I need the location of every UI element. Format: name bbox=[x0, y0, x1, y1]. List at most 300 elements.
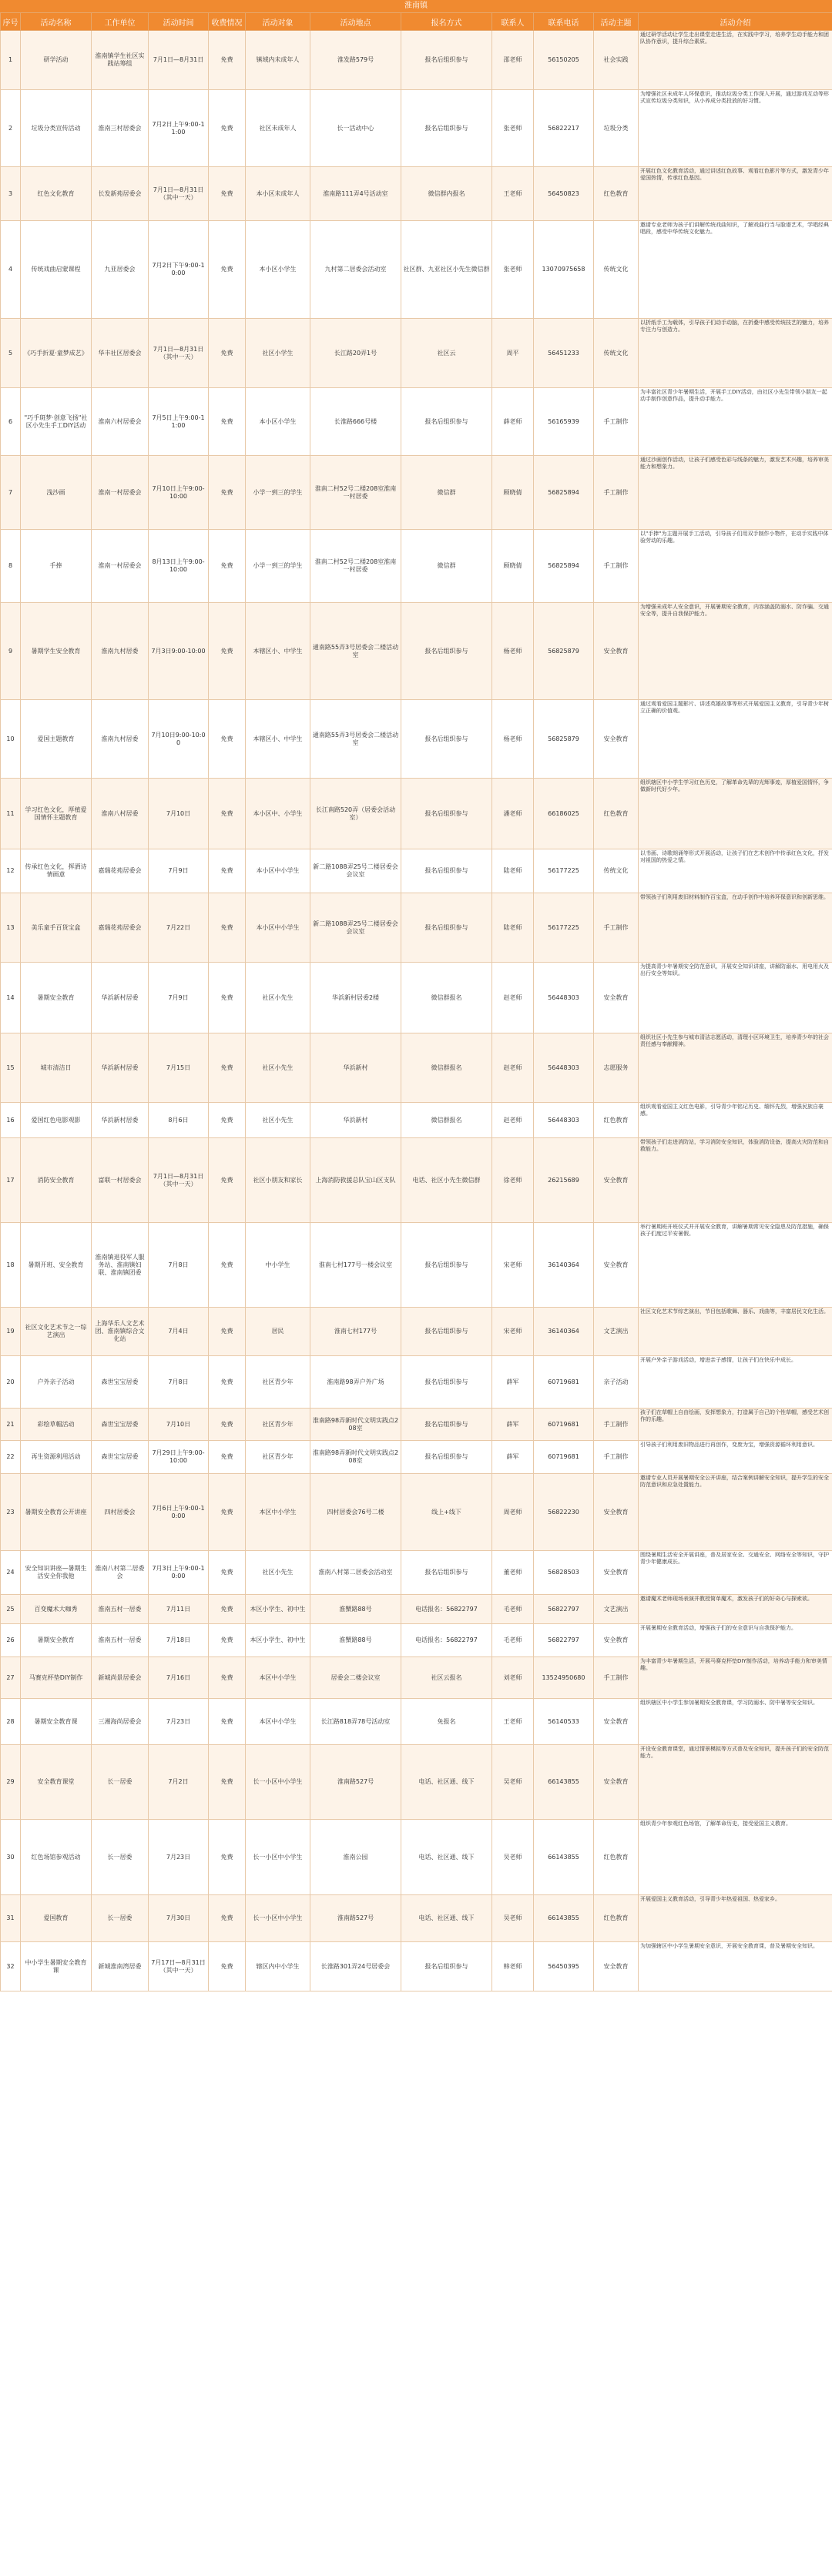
cell-time: 7月9日 bbox=[149, 849, 209, 893]
cell-no: 32 bbox=[1, 1942, 21, 1991]
cell-time: 7月3日9:00-10:00 bbox=[149, 603, 209, 700]
cell-phone: 36140364 bbox=[534, 1308, 594, 1356]
cell-name: 马赛克杯垫DIY制作 bbox=[21, 1657, 92, 1699]
cell-time: 7月1日—8月31日（其中一天） bbox=[149, 167, 209, 221]
cell-fee: 免费 bbox=[209, 603, 246, 700]
cell-no: 19 bbox=[1, 1308, 21, 1356]
cell-theme: 安全教育 bbox=[594, 1624, 639, 1657]
cell-signup: 报名后组织参与 bbox=[401, 31, 492, 90]
cell-theme: 手工制作 bbox=[594, 1409, 639, 1441]
cell-phone: 56450823 bbox=[534, 167, 594, 221]
cell-time: 7月18日 bbox=[149, 1624, 209, 1657]
header-time: 活动时间 bbox=[149, 13, 209, 31]
cell-no: 14 bbox=[1, 963, 21, 1033]
cell-contact: 薛老师 bbox=[492, 388, 534, 456]
cell-intro: 为增强未成年人安全意识，开展暑期安全教育，内容涵盖防溺水、防诈骗、交通安全等，提升自我保护能力。 bbox=[639, 603, 832, 700]
table-row bbox=[1, 1474, 832, 1551]
cell-signup: 电话、社区通、线下 bbox=[401, 1745, 492, 1820]
cell-unit: 淮南八村居委 bbox=[92, 779, 149, 849]
cell-time: 7月4日 bbox=[149, 1308, 209, 1356]
cell-phone: 56448303 bbox=[534, 1103, 594, 1138]
cell-unit: 华浜新村居委 bbox=[92, 1033, 149, 1103]
cell-intro: 邀请专业人员开展暑期安全公开讲座，结合案例讲解安全知识，提升学生的安全防范意识和应急处置能力。 bbox=[639, 1474, 832, 1551]
cell-place: 淮南公园 bbox=[310, 1820, 401, 1895]
cell-place: 淮发路579号 bbox=[310, 31, 401, 90]
table-row bbox=[1, 1551, 832, 1595]
cell-intro: 围绕暑期生活安全开展讲座，普及居家安全、交通安全、网络安全等知识，守护青少年健康成长。 bbox=[639, 1551, 832, 1595]
cell-target: 长一小区中小学生 bbox=[246, 1745, 310, 1820]
cell-intro: 开展红色文化教育活动，通过讲述红色故事、观看红色影片等方式，激发青少年爱国热情，传承红色基因。 bbox=[639, 167, 832, 221]
cell-signup: 报名后组织参与 bbox=[401, 1409, 492, 1441]
cell-signup: 微信群报名 bbox=[401, 963, 492, 1033]
cell-place: 华浜新村居委2楼 bbox=[310, 963, 401, 1033]
cell-intro: 通过观看爱国主题影片、讲述英雄故事等形式开展爱国主义教育，引导青少年树立正确的价值观。 bbox=[639, 700, 832, 779]
cell-time: 7月17日—8月31日（其中一天） bbox=[149, 1942, 209, 1991]
table-row bbox=[1, 221, 832, 319]
header-intro: 活动介绍 bbox=[639, 13, 832, 31]
cell-unit: 淮南九村居委 bbox=[92, 700, 149, 779]
cell-place: 淮南路111弄4号活动室 bbox=[310, 167, 401, 221]
cell-contact: 吴老师 bbox=[492, 1820, 534, 1895]
cell-fee: 免费 bbox=[209, 1441, 246, 1474]
cell-unit: 新城尚景居委会 bbox=[92, 1657, 149, 1699]
cell-fee: 免费 bbox=[209, 963, 246, 1033]
cell-phone: 56140533 bbox=[534, 1699, 594, 1745]
cell-target: 小学一到三的学生 bbox=[246, 530, 310, 603]
cell-target: 社区青少年 bbox=[246, 1356, 310, 1409]
cell-signup: 社区云 bbox=[401, 319, 492, 388]
cell-no: 12 bbox=[1, 849, 21, 893]
cell-unit: 富联一村居委会 bbox=[92, 1138, 149, 1223]
cell-time: 7月2日下午9:00-10:00 bbox=[149, 221, 209, 319]
cell-time: 7月22日 bbox=[149, 893, 209, 963]
cell-contact: 毛老师 bbox=[492, 1624, 534, 1657]
cell-fee: 免费 bbox=[209, 530, 246, 603]
cell-contact: 薛军 bbox=[492, 1441, 534, 1474]
cell-name: 百变魔术大咖秀 bbox=[21, 1595, 92, 1624]
cell-place: 长淮路301弄24号居委会 bbox=[310, 1942, 401, 1991]
cell-signup: 电话、社区小先生微信群 bbox=[401, 1138, 492, 1223]
cell-phone: 56825894 bbox=[534, 530, 594, 603]
cell-time: 7月1日—8月31日（其中一天） bbox=[149, 1138, 209, 1223]
activity-table bbox=[0, 12, 832, 1991]
cell-intro: 组织辖区中小学生参加暑期安全教育课，学习防溺水、防中暑等安全知识。 bbox=[639, 1699, 832, 1745]
cell-time: 7月2日 bbox=[149, 1745, 209, 1820]
cell-no: 16 bbox=[1, 1103, 21, 1138]
cell-signup: 电话报名：56822797 bbox=[401, 1624, 492, 1657]
cell-name: 传统戏曲启蒙课程 bbox=[21, 221, 92, 319]
cell-time: 8月6日 bbox=[149, 1103, 209, 1138]
cell-contact: 陆老师 bbox=[492, 849, 534, 893]
cell-contact: 杨老师 bbox=[492, 700, 534, 779]
cell-intro: 邀请魔术老师现场表演并教授简单魔术，激发孩子们的好奇心与探索欲。 bbox=[639, 1595, 832, 1624]
cell-signup: 微信群 bbox=[401, 530, 492, 603]
cell-phone: 56825894 bbox=[534, 456, 594, 530]
cell-unit: 淮南六村居委会 bbox=[92, 388, 149, 456]
cell-intro: 引导孩子们利用废旧物品进行再创作，变废为宝，增强资源循环利用意识。 bbox=[639, 1441, 832, 1474]
table-row bbox=[1, 1033, 832, 1103]
cell-fee: 免费 bbox=[209, 1895, 246, 1942]
cell-target: 社区青少年 bbox=[246, 1441, 310, 1474]
cell-name: 暑期开班、安全教育 bbox=[21, 1223, 92, 1308]
table-row bbox=[1, 603, 832, 700]
cell-time: 7月10日9:00-10:00 bbox=[149, 700, 209, 779]
cell-theme: 安全教育 bbox=[594, 1745, 639, 1820]
cell-intro: 以折纸手工为载体，引导孩子们动手动脑，在折叠中感受传统技艺的魅力，培养专注力与创造力。 bbox=[639, 319, 832, 388]
table-row bbox=[1, 1942, 832, 1991]
cell-contact: 薛军 bbox=[492, 1409, 534, 1441]
cell-intro: 以"手捧"为主题开展手工活动，引导孩子们用双手制作小物件，在动手实践中体验劳动的乐趣。 bbox=[639, 530, 832, 603]
cell-name: 美乐童手百货宝盒 bbox=[21, 893, 92, 963]
cell-theme: 红色教育 bbox=[594, 167, 639, 221]
cell-contact: 邵老师 bbox=[492, 31, 534, 90]
cell-phone: 56828503 bbox=[534, 1551, 594, 1595]
cell-intro: 组织社区小先生参与城市清洁志愿活动，清理小区环境卫生，培养青少年的社会责任感与奉献精神。 bbox=[639, 1033, 832, 1103]
header-name: 活动名称 bbox=[21, 13, 92, 31]
table-row bbox=[1, 1103, 832, 1138]
cell-time: 7月10日 bbox=[149, 779, 209, 849]
cell-phone: 56825879 bbox=[534, 700, 594, 779]
cell-signup: 微信群报名 bbox=[401, 1033, 492, 1103]
cell-unit: 淮南九村居委 bbox=[92, 603, 149, 700]
table-row bbox=[1, 167, 832, 221]
cell-unit: 长发新苑居委会 bbox=[92, 167, 149, 221]
table-row bbox=[1, 530, 832, 603]
cell-theme: 传统文化 bbox=[594, 849, 639, 893]
cell-intro: 举行暑期班开班仪式并开展安全教育，讲解暑期常见安全隐患及防范措施，确保孩子们度过平安暑假。 bbox=[639, 1223, 832, 1308]
table-row bbox=[1, 700, 832, 779]
cell-target: 本小区中、小学生 bbox=[246, 779, 310, 849]
cell-name: 暑期学生安全教育 bbox=[21, 603, 92, 700]
cell-phone: 13070975658 bbox=[534, 221, 594, 319]
cell-phone: 56822797 bbox=[534, 1624, 594, 1657]
cell-target: 镇域内未成年人 bbox=[246, 31, 310, 90]
cell-contact: 顾晓倩 bbox=[492, 456, 534, 530]
cell-theme: 亲子活动 bbox=[594, 1356, 639, 1409]
cell-signup: 电话、社区通、线下 bbox=[401, 1895, 492, 1942]
cell-no: 27 bbox=[1, 1657, 21, 1699]
cell-contact: 赵老师 bbox=[492, 1033, 534, 1103]
cell-target: 本区中小学生 bbox=[246, 1657, 310, 1699]
cell-unit: 上海华乐人文艺术团、淮南镇综合文化站 bbox=[92, 1308, 149, 1356]
cell-unit: 华丰社区居委会 bbox=[92, 319, 149, 388]
header-unit: 工作单位 bbox=[92, 13, 149, 31]
cell-phone: 56448303 bbox=[534, 963, 594, 1033]
cell-name: 中小学生暑期安全教育课 bbox=[21, 1942, 92, 1991]
cell-signup: 报名后组织参与 bbox=[401, 779, 492, 849]
cell-signup: 社区群、九亚社区小先生微信群 bbox=[401, 221, 492, 319]
header-no: 序号 bbox=[1, 13, 21, 31]
cell-phone: 56448303 bbox=[534, 1033, 594, 1103]
cell-theme: 社会实践 bbox=[594, 31, 639, 90]
table-row bbox=[1, 1356, 832, 1409]
cell-phone: 13524950680 bbox=[534, 1657, 594, 1699]
table-row bbox=[1, 779, 832, 849]
cell-fee: 免费 bbox=[209, 388, 246, 456]
cell-signup: 微信群内报名 bbox=[401, 167, 492, 221]
cell-unit: 森世宝宝居委 bbox=[92, 1409, 149, 1441]
cell-theme: 安全教育 bbox=[594, 963, 639, 1033]
cell-intro: 为丰富青少年暑期生活，开展马赛克杯垫DIY制作活动，培养动手能力和审美情趣。 bbox=[639, 1657, 832, 1699]
cell-place: 淮南七村177号一楼会议室 bbox=[310, 1223, 401, 1308]
cell-no: 28 bbox=[1, 1699, 21, 1745]
cell-theme: 手工制作 bbox=[594, 530, 639, 603]
table-row bbox=[1, 1699, 832, 1745]
cell-place: 长江南路520弄（居委会活动室） bbox=[310, 779, 401, 849]
cell-time: 7月30日 bbox=[149, 1895, 209, 1942]
cell-time: 7月15日 bbox=[149, 1033, 209, 1103]
cell-theme: 安全教育 bbox=[594, 603, 639, 700]
cell-no: 11 bbox=[1, 779, 21, 849]
cell-target: 居民 bbox=[246, 1308, 310, 1356]
cell-signup: 免报名 bbox=[401, 1699, 492, 1745]
cell-name: 手捧 bbox=[21, 530, 92, 603]
cell-name: 彩绘草帽活动 bbox=[21, 1409, 92, 1441]
cell-theme: 安全教育 bbox=[594, 700, 639, 779]
cell-fee: 免费 bbox=[209, 1138, 246, 1223]
cell-intro: 开设安全教育课堂，通过情景模拟等方式普及安全知识，提升孩子们的安全防范能力。 bbox=[639, 1745, 832, 1820]
cell-name: 垃圾分类宣传活动 bbox=[21, 90, 92, 167]
cell-contact: 宋老师 bbox=[492, 1223, 534, 1308]
cell-place: 长淮路666号楼 bbox=[310, 388, 401, 456]
cell-phone: 66186025 bbox=[534, 779, 594, 849]
cell-place: 居委会二楼会议室 bbox=[310, 1657, 401, 1699]
table-row bbox=[1, 31, 832, 90]
cell-phone: 60719681 bbox=[534, 1356, 594, 1409]
cell-target: 社区小朋友和家长 bbox=[246, 1138, 310, 1223]
cell-target: 本区小学生、初中生 bbox=[246, 1595, 310, 1624]
cell-signup: 报名后组织参与 bbox=[401, 90, 492, 167]
cell-theme: 垃圾分类 bbox=[594, 90, 639, 167]
cell-time: 7月11日 bbox=[149, 1595, 209, 1624]
cell-theme: 红色教育 bbox=[594, 779, 639, 849]
cell-unit: 淮南八村第二居委会 bbox=[92, 1551, 149, 1595]
cell-target: 本小区小学生 bbox=[246, 388, 310, 456]
cell-theme: 手工制作 bbox=[594, 1657, 639, 1699]
cell-no: 1 bbox=[1, 31, 21, 90]
cell-phone: 56822217 bbox=[534, 90, 594, 167]
table-row bbox=[1, 1409, 832, 1441]
cell-contact: 毛老师 bbox=[492, 1595, 534, 1624]
table-row bbox=[1, 1138, 832, 1223]
cell-intro: 社区文化艺术节综艺演出，节目包括歌舞、器乐、戏曲等，丰富居民文化生活。 bbox=[639, 1308, 832, 1356]
cell-contact: 宋老师 bbox=[492, 1308, 534, 1356]
cell-signup: 报名后组织参与 bbox=[401, 1551, 492, 1595]
cell-signup: 报名后组织参与 bbox=[401, 893, 492, 963]
cell-target: 社区小先生 bbox=[246, 1551, 310, 1595]
cell-intro: 开展暑期安全教育活动，增强孩子们的安全意识与自我保护能力。 bbox=[639, 1624, 832, 1657]
cell-name: 暑期安全教育 bbox=[21, 963, 92, 1033]
cell-place: 通南路55弄3号居委会二楼活动室 bbox=[310, 700, 401, 779]
cell-phone: 60719681 bbox=[534, 1441, 594, 1474]
cell-unit: 四村居委会 bbox=[92, 1474, 149, 1551]
cell-signup: 报名后组织参与 bbox=[401, 1942, 492, 1991]
cell-contact: 薛军 bbox=[492, 1356, 534, 1409]
cell-target: 长一小区中小学生 bbox=[246, 1895, 310, 1942]
cell-phone: 56177225 bbox=[534, 849, 594, 893]
cell-unit: 长一居委 bbox=[92, 1820, 149, 1895]
cell-unit: 淮南三村居委会 bbox=[92, 90, 149, 167]
header-signup: 报名方式 bbox=[401, 13, 492, 31]
cell-unit: 华浜新村居委 bbox=[92, 1103, 149, 1138]
cell-contact: 杨老师 bbox=[492, 603, 534, 700]
table-row bbox=[1, 319, 832, 388]
cell-no: 20 bbox=[1, 1356, 21, 1409]
cell-unit: 长一居委 bbox=[92, 1745, 149, 1820]
cell-intro: 开展爱国主义教育活动，引导青少年热爱祖国、热爱家乡。 bbox=[639, 1895, 832, 1942]
cell-phone: 56150205 bbox=[534, 31, 594, 90]
table-row bbox=[1, 90, 832, 167]
cell-no: 5 bbox=[1, 319, 21, 388]
cell-no: 15 bbox=[1, 1033, 21, 1103]
cell-fee: 免费 bbox=[209, 1657, 246, 1699]
cell-theme: 安全教育 bbox=[594, 1138, 639, 1223]
cell-target: 社区小学生 bbox=[246, 319, 310, 388]
cell-name: 研学活动 bbox=[21, 31, 92, 90]
cell-phone: 66143855 bbox=[534, 1895, 594, 1942]
cell-place: 华浜新村 bbox=[310, 1033, 401, 1103]
cell-phone: 56451233 bbox=[534, 319, 594, 388]
cell-phone: 56165939 bbox=[534, 388, 594, 456]
cell-fee: 免费 bbox=[209, 221, 246, 319]
cell-signup: 报名后组织参与 bbox=[401, 1308, 492, 1356]
cell-place: 华浜新村 bbox=[310, 1103, 401, 1138]
cell-unit: 淮南镇退役军人服务站、淮南镇妇联、淮南镇团委 bbox=[92, 1223, 149, 1308]
header-target: 活动对象 bbox=[246, 13, 310, 31]
cell-signup: 报名后组织参与 bbox=[401, 388, 492, 456]
cell-target: 本小区未成年人 bbox=[246, 167, 310, 221]
cell-place: 长一活动中心 bbox=[310, 90, 401, 167]
header-contact: 联系人 bbox=[492, 13, 534, 31]
cell-no: 29 bbox=[1, 1745, 21, 1820]
table-row bbox=[1, 1820, 832, 1895]
cell-signup: 报名后组织参与 bbox=[401, 849, 492, 893]
cell-fee: 免费 bbox=[209, 167, 246, 221]
cell-signup: 报名后组织参与 bbox=[401, 1223, 492, 1308]
cell-time: 7月5日上午9:00-11:00 bbox=[149, 388, 209, 456]
cell-contact: 赵老师 bbox=[492, 1103, 534, 1138]
cell-theme: 安全教育 bbox=[594, 1942, 639, 1991]
cell-fee: 免费 bbox=[209, 1820, 246, 1895]
cell-contact: 董老师 bbox=[492, 1551, 534, 1595]
cell-signup: 报名后组织参与 bbox=[401, 1356, 492, 1409]
cell-signup: 线上+线下 bbox=[401, 1474, 492, 1551]
cell-contact: 刘老师 bbox=[492, 1657, 534, 1699]
table-row bbox=[1, 849, 832, 893]
cell-name: 消防安全教育 bbox=[21, 1138, 92, 1223]
cell-signup: 电话、社区通、线下 bbox=[401, 1820, 492, 1895]
cell-no: 18 bbox=[1, 1223, 21, 1308]
cell-unit: 森世宝宝居委 bbox=[92, 1356, 149, 1409]
cell-time: 7月1日—8月31日（其中一天） bbox=[149, 319, 209, 388]
header-row bbox=[1, 13, 832, 31]
cell-unit: 淮南镇学生社区实践站筹组 bbox=[92, 31, 149, 90]
header-theme: 活动主题 bbox=[594, 13, 639, 31]
cell-contact: 陆老师 bbox=[492, 893, 534, 963]
cell-intro: 为提高青少年暑期安全防范意识，开展安全知识讲座，讲解防溺水、用电用火及出行安全等知识。 bbox=[639, 963, 832, 1033]
cell-unit: 淮南一村居委会 bbox=[92, 456, 149, 530]
table-body bbox=[1, 31, 832, 1991]
cell-target: 本区中小学生 bbox=[246, 1699, 310, 1745]
cell-no: 4 bbox=[1, 221, 21, 319]
cell-theme: 安全教育 bbox=[594, 1223, 639, 1308]
cell-unit: 嘉瑞花苑居委会 bbox=[92, 849, 149, 893]
cell-time: 7月10日上午9:00-10:00 bbox=[149, 456, 209, 530]
cell-no: 24 bbox=[1, 1551, 21, 1595]
cell-no: 13 bbox=[1, 893, 21, 963]
cell-contact: 顾晓倩 bbox=[492, 530, 534, 603]
cell-fee: 免费 bbox=[209, 849, 246, 893]
cell-theme: 手工制作 bbox=[594, 893, 639, 963]
cell-fee: 免费 bbox=[209, 456, 246, 530]
cell-time: 8月13日上午9:00-10:00 bbox=[149, 530, 209, 603]
cell-target: 中小学生 bbox=[246, 1223, 310, 1308]
cell-theme: 手工制作 bbox=[594, 456, 639, 530]
cell-name: 学习红色文化，厚植爱国情怀主题教育 bbox=[21, 779, 92, 849]
cell-theme: 安全教育 bbox=[594, 1699, 639, 1745]
cell-target: 本小区小学生 bbox=[246, 221, 310, 319]
cell-fee: 免费 bbox=[209, 1409, 246, 1441]
cell-time: 7月23日 bbox=[149, 1820, 209, 1895]
table-row bbox=[1, 456, 832, 530]
cell-no: 26 bbox=[1, 1624, 21, 1657]
cell-no: 9 bbox=[1, 603, 21, 700]
cell-time: 7月2日上午9:00-11:00 bbox=[149, 90, 209, 167]
cell-theme: 安全教育 bbox=[594, 1551, 639, 1595]
cell-fee: 免费 bbox=[209, 1942, 246, 1991]
cell-contact: 韩老师 bbox=[492, 1942, 534, 1991]
cell-place: 通南路55弄3号居委会二楼活动室 bbox=[310, 603, 401, 700]
cell-name: "巧手斑梦·创意飞扬"社区小先生手工DIY活动 bbox=[21, 388, 92, 456]
cell-time: 7月3日上午9:00-10:00 bbox=[149, 1551, 209, 1595]
cell-theme: 手工制作 bbox=[594, 1441, 639, 1474]
cell-phone: 56822797 bbox=[534, 1595, 594, 1624]
cell-contact: 吴老师 bbox=[492, 1895, 534, 1942]
cell-contact: 张老师 bbox=[492, 90, 534, 167]
cell-place: 长江路20弄1号 bbox=[310, 319, 401, 388]
cell-no: 31 bbox=[1, 1895, 21, 1942]
cell-target: 本小区中小学生 bbox=[246, 893, 310, 963]
cell-fee: 免费 bbox=[209, 1551, 246, 1595]
cell-no: 8 bbox=[1, 530, 21, 603]
cell-phone: 60719681 bbox=[534, 1409, 594, 1441]
cell-intro: 组织观看爱国主义红色电影，引导青少年铭记历史、缅怀先烈，增强民族自豪感。 bbox=[639, 1103, 832, 1138]
cell-target: 社区小先生 bbox=[246, 1103, 310, 1138]
cell-intro: 为丰富社区青少年暑期生活，开展手工DIY活动，由社区小先生带领小朋友一起动手制作创意作品，提升动手能力。 bbox=[639, 388, 832, 456]
cell-theme: 志愿服务 bbox=[594, 1033, 639, 1103]
cell-place: 淮南七村177号 bbox=[310, 1308, 401, 1356]
cell-name: 安全知识讲座—暑期生活安全你我他 bbox=[21, 1551, 92, 1595]
table-row bbox=[1, 1745, 832, 1820]
cell-signup: 微信群 bbox=[401, 456, 492, 530]
cell-time: 7月10日 bbox=[149, 1409, 209, 1441]
cell-phone: 36140364 bbox=[534, 1223, 594, 1308]
table-row bbox=[1, 1223, 832, 1308]
table-row bbox=[1, 1895, 832, 1942]
cell-theme: 红色教育 bbox=[594, 1103, 639, 1138]
cell-place: 淮蟹路88号 bbox=[310, 1624, 401, 1657]
table-row bbox=[1, 1441, 832, 1474]
cell-intro: 组织青少年参观红色场馆，了解革命历史，接受爱国主义教育。 bbox=[639, 1820, 832, 1895]
cell-intro: 通过沙画创作活动，让孩子们感受色彩与线条的魅力，激发艺术兴趣，培养审美能力和想象力。 bbox=[639, 456, 832, 530]
table-row bbox=[1, 963, 832, 1033]
cell-unit: 三湘海尚居委会 bbox=[92, 1699, 149, 1745]
cell-target: 本区中小学生 bbox=[246, 1474, 310, 1551]
cell-target: 社区小先生 bbox=[246, 963, 310, 1033]
cell-unit: 淮南五村一居委 bbox=[92, 1624, 149, 1657]
table-row bbox=[1, 1657, 832, 1699]
cell-place: 九村第二居委会活动室 bbox=[310, 221, 401, 319]
